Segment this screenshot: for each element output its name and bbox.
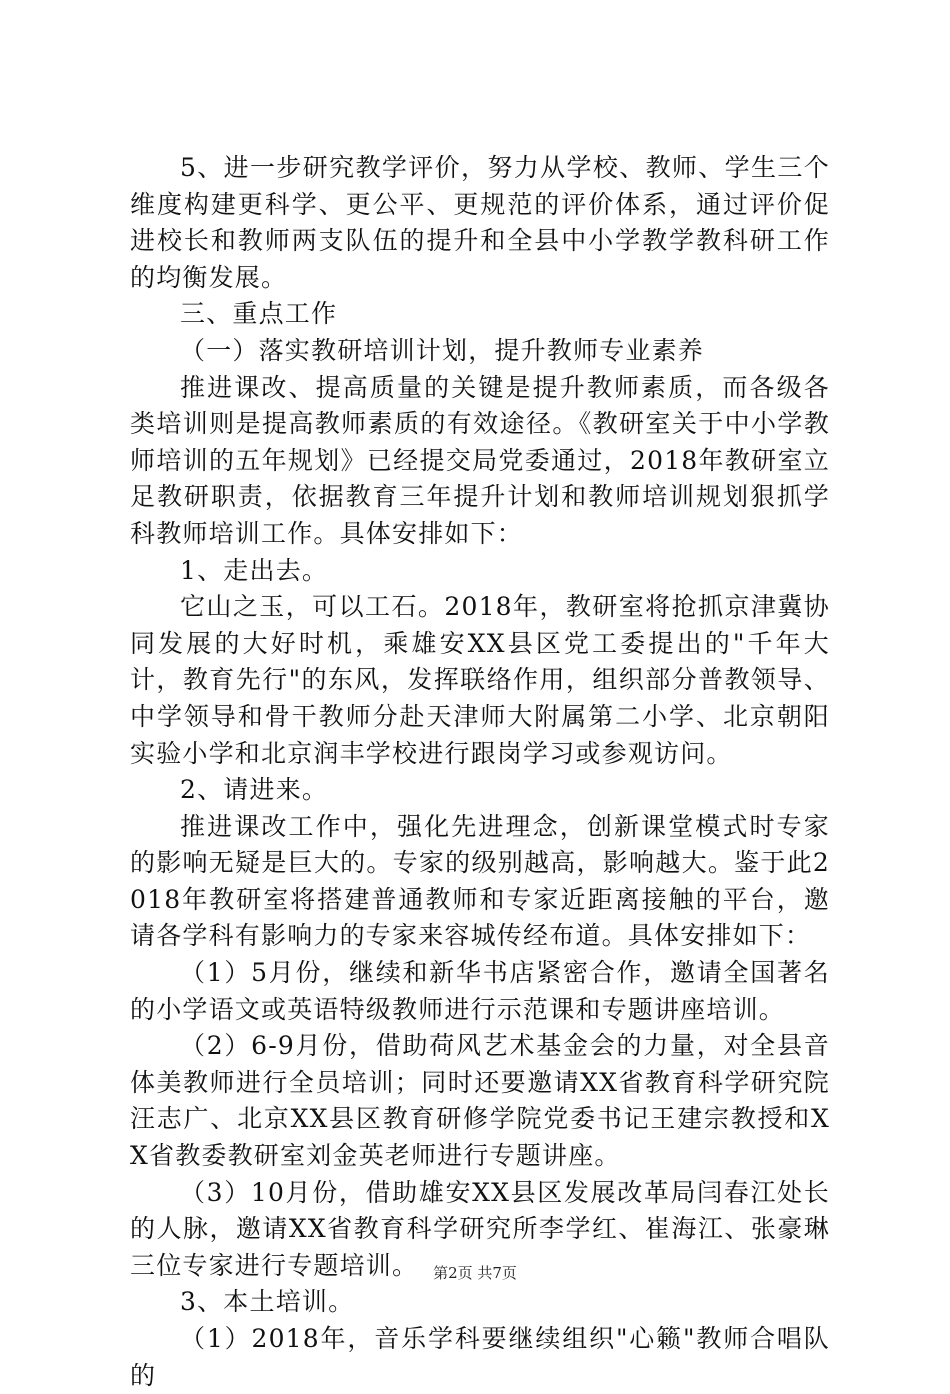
- item-heading-go-out: 1、走出去。: [180, 555, 329, 585]
- page-number-footer: 第2页 共7页: [433, 1264, 517, 1282]
- item-heading-local-training: 3、本土培训。: [180, 1287, 355, 1317]
- item-heading-invite-in: 2、请进来。: [180, 775, 329, 805]
- paragraph-go-out: 它山之玉，可以工石。2018年，教研室将抢抓京津冀协同发展的大好时机，乘雄安XX县区党工委提出的"千年大计，教育先行"的东风，发挥联络作用，组织部分普教领导、中学领导和骨干教师分赴天津师大附属第二小学、北京朝阳实验小学和北京润丰学校进行跟岗学习或参观访问。: [130, 592, 830, 768]
- list-item-october: （3）10月份，借助雄安XX县区发展改革局闫春江处长的人脉，邀请XX省教育科学研究所李学红、崔海江、张豪琳三位专家进行专题培训。: [130, 1177, 830, 1280]
- paragraph-training-intro: 推进课改、提高质量的关键是提升教师素质，而各级各类培训则是提高教师素质的有效途径。《教研室关于中小学教师培训的五年规划》已经提交局党委通过，2018年教研室立足教研职责，依据教育三年提升计划和教师培训规划狠抓学科教师培训工作。具体安排如下：: [130, 372, 830, 548]
- subsection-heading-training-plan: （一）落实教研培训计划，提升教师专业素养: [180, 335, 705, 365]
- paragraph-evaluation-goal: 5、进一步研究教学评价，努力从学校、教师、学生三个维度构建更科学、更公平、更规范的评价体系，通过评价促进校长和教师两支队伍的提升和全县中小学教学教科研工作的均衡发展。: [130, 153, 830, 292]
- list-item-music-choir: （1）2018年，音乐学科要继续组织"心籁"教师合唱队的: [130, 1324, 830, 1390]
- list-item-june-september: （2）6-9月份，借助荷风艺术基金会的力量，对全县音体美教师进行全员培训；同时还要邀请XX省教育科学研究院汪志广、北京XX县区教育研修学院党委书记王建宗教授和XX省教委教研室刘金英老师进行专题讲座。: [130, 1031, 830, 1171]
- paragraph-invite-in: 推进课改工作中，强化先进理念，创新课堂模式时专家的影响无疑是巨大的。专家的级别越高，影响越大。鉴于此2018年教研室将搭建普通教师和专家近距离接触的平台，邀请各学科有影响力的专家来容城传经布道。具体安排如下：: [130, 811, 830, 951]
- section-heading-key-work: 三、重点工作: [180, 299, 338, 329]
- document-body: [130, 150, 830, 1394]
- list-item-may: （1）5月份，继续和新华书店紧密合作，邀请全国著名的小学语文或英语特级教师进行示范课和专题讲座培训。: [130, 958, 830, 1024]
